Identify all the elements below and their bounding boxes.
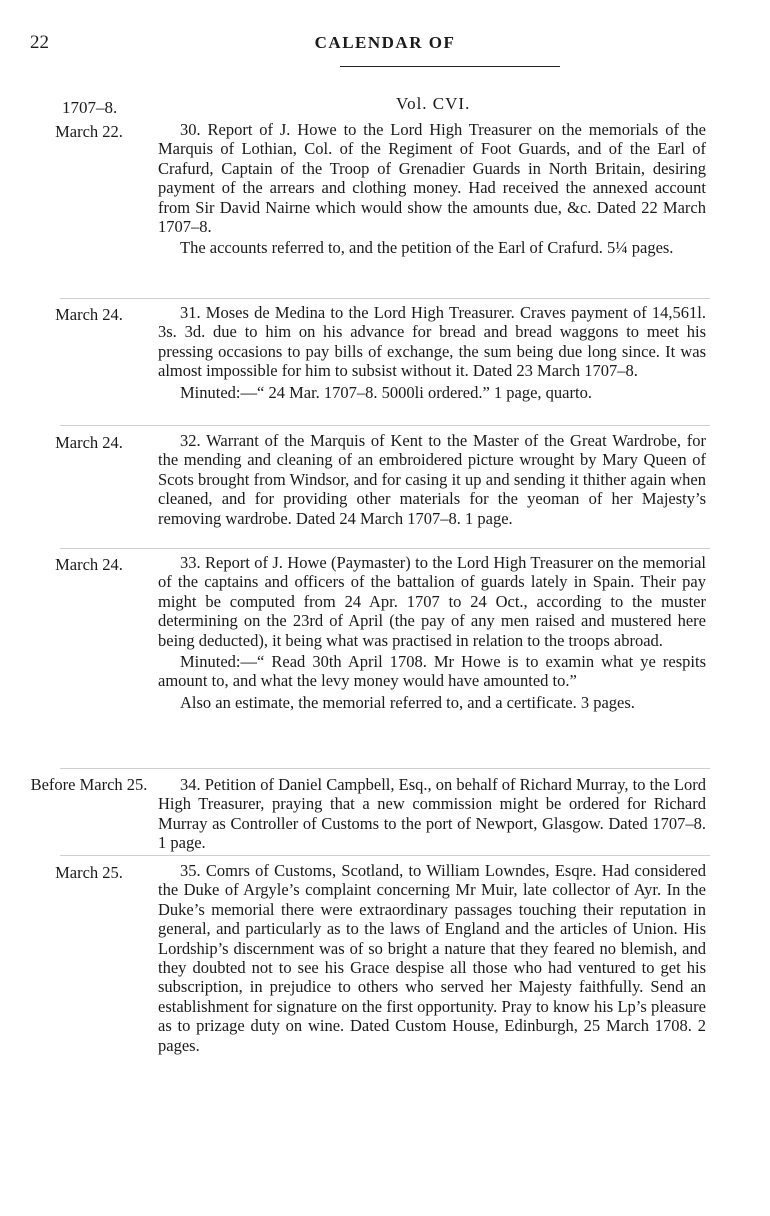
entry-paragraph: Minuted:—“ 24 Mar. 1707–8. 5000li ordered.” 1 page, quarto. [180,382,592,402]
page-number: 22 [30,32,49,53]
entry-paragraph: Minuted:—“ Read 30th April 1708. Mr Howe is to examin what ye respits amount to, and what the levy money would have amounted to.” [158,652,706,691]
entry-paragraph: 33. Report of J. Howe (Paymaster) to the Lord High Treasurer on the memorial of the captains and officers of the battalion of guards lately in Spain. Their pay might be computed from 24 Apr. 1707 to 24 Oct., according to the muster determining on the 23rd of April (the pay of any men raised and mustered here being deducted), it being what was practised in relation to the troops abroad. [158,553,706,650]
entry-divider [60,548,710,549]
entry-paragraph: Also an estimate, the memorial referred to, and a certificate. 3 pages. [180,692,635,712]
entry-divider [60,768,710,769]
entry-text [158,775,706,853]
entry-date: March 24. [55,305,123,324]
volume-label: Vol. CVI. [396,94,471,113]
entry-text [158,861,706,1055]
entry-divider [60,298,710,299]
entry-date: Before March 25. [30,775,148,794]
running-title: CALENDAR OF [314,33,456,52]
entry-date: March 24. [55,433,123,452]
entry-divider [60,855,710,856]
entry-divider [60,425,710,426]
entry-paragraph: 35. Comrs of Customs, Scotland, to William Lowndes, Esqre. Had considered the Duke of Argyle’s complaint concerning Mr Muir, late collector of Ayr. In the Duke’s memorial there were extraordinary passages touching their reputation in general, and particularly as to the laws of England and the articles of Union. His Lordship’s discernment was of so bright a nature that they feared no blemish, and they doubted not to see his Grace despise all those who had ventured to get his subscription, in prejudice to others who served her Majesty faithfully. Send an establishment for signature on the first opportunity. Pray to know his Lp’s pleasure as to prizage duty on wine. Dated Custom House, Edinburgh, 25 March 1708. 2 pages. [158,861,706,1055]
header-rule [340,66,560,67]
entry-text [158,120,706,258]
entry-text [158,553,706,712]
entry-date: March 24. [55,555,123,574]
entry-date: March 25. [55,863,123,882]
entry-text [158,303,706,402]
entry-text [158,431,706,528]
entry-paragraph: 31. Moses de Medina to the Lord High Treasurer. Craves payment of 14,561l. 3s. 3d. due to him on his advance for bread and bread waggons to meet his pressing occasions to pay bills of exchange, the sum being due long since. It was almost impossible for him to subsist without it. Dated 23 March 1707–8. [158,303,706,381]
entry-paragraph: 30. Report of J. Howe to the Lord High Treasurer on the memorials of the Marquis of Lothian, Col. of the Regiment of Foot Guards, and of the Earl of Crafurd, Captain of the Troop of Grenadier Guards in North Britain, desiring payment of the arrears and clothing money. Had received the annexed account from Sir David Nairne which would show the amounts due, &c. Dated 22 March 1707–8. [158,120,706,237]
entry-paragraph: 34. Petition of Daniel Campbell, Esq., on behalf of Richard Murray, to the Lord High Treasurer, praying that a new commission might be ordered for Richard Murray as Controller of Customs to the port of Newport, Glasgow. Dated 1707–8. 1 page. [158,775,706,853]
entry-paragraph: The accounts referred to, and the petition of the Earl of Crafurd. 5¼ pages. [180,238,674,258]
entry-date: March 22. [55,122,123,141]
year-label: 1707–8. [62,98,118,117]
entry-paragraph: 32. Warrant of the Marquis of Kent to the Master of the Great Wardrobe, for the mending and cleaning of an embroidered picture wrought by Mary Queen of Scots brought from Windsor, and for casing it up and sending it thither again when cleaned, and for providing other materials for the yeoman of her Majesty’s removing wardrobe. Dated 24 March 1707–8. 1 page. [158,431,706,528]
